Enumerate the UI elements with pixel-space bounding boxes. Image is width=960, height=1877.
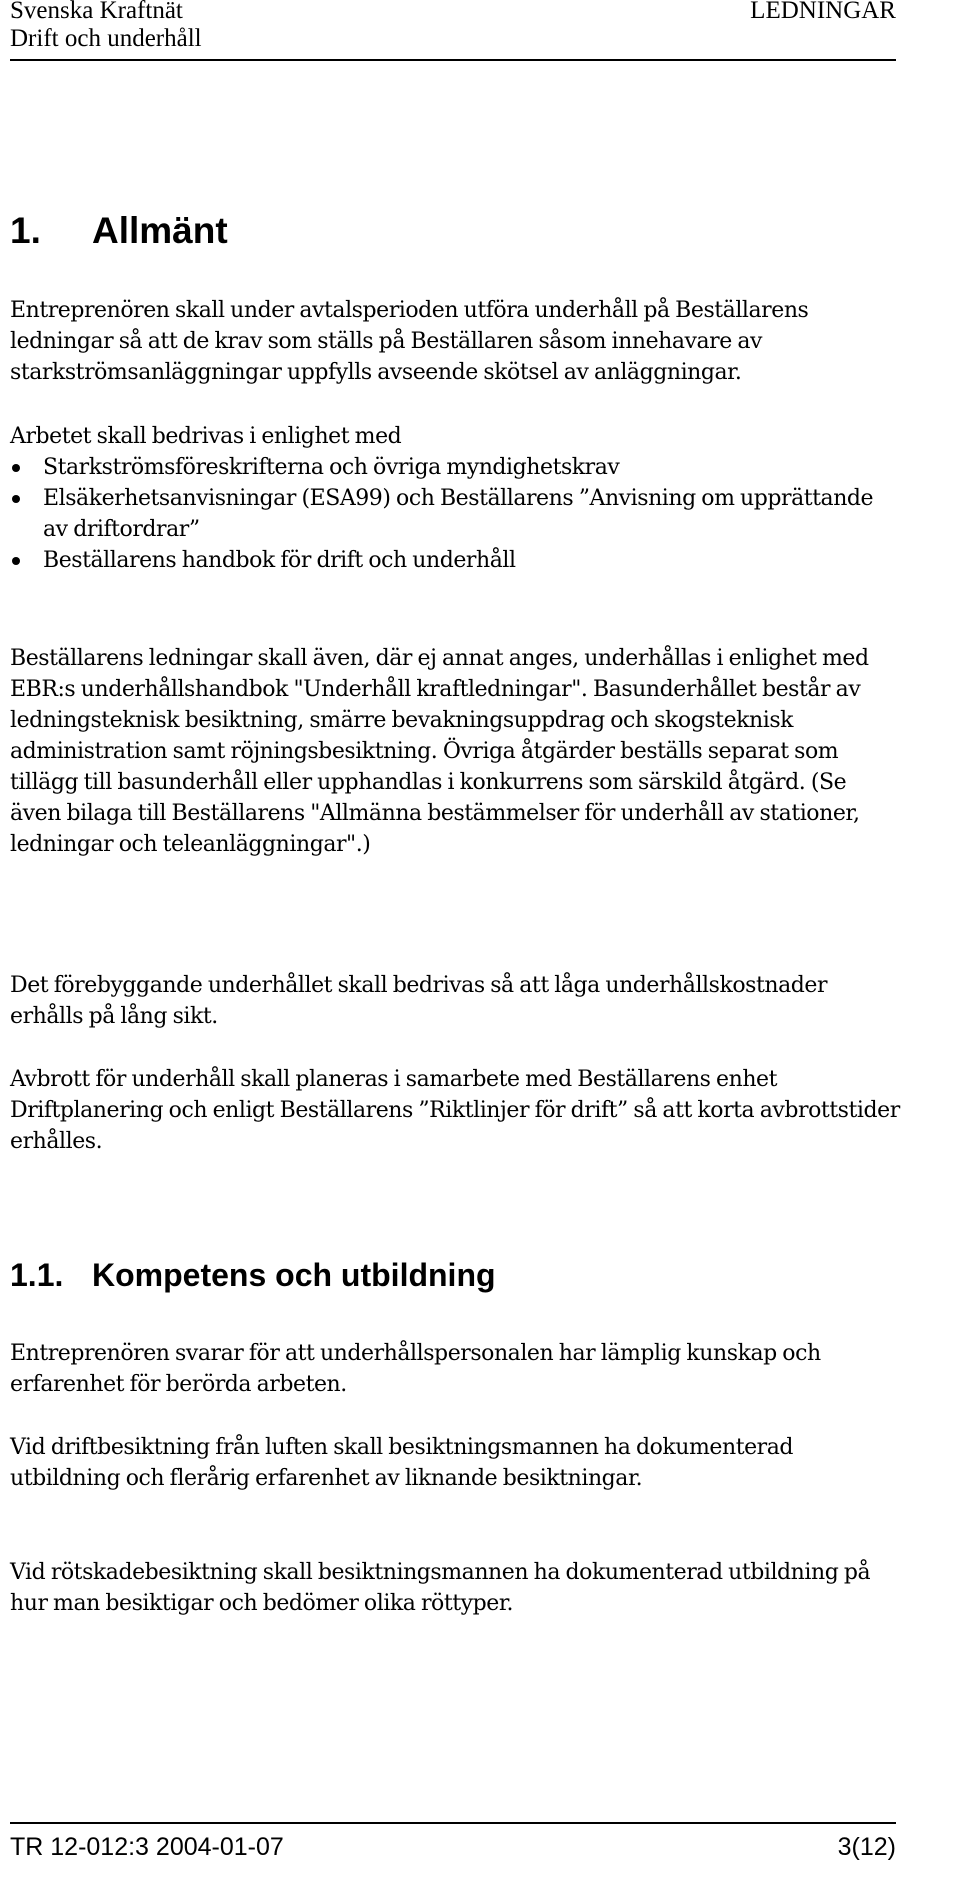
list-item-text: Beställarens handbok för drift och underhåll <box>43 548 516 573</box>
page-header <box>10 2 896 61</box>
requirements-list <box>10 452 900 576</box>
section-1-1-title: Kompetens och utbildning <box>92 1257 496 1293</box>
list-item <box>10 545 900 576</box>
section-1-paragraph-5: Avbrott för underhåll skall planeras i samarbete med Beställarens enhet Driftplanering och enligt Beställarens ”Riktlinjer för drift” så att korta avbrottstider erhålles. <box>10 1067 900 1154</box>
header-category: LEDNINGAR <box>750 0 896 24</box>
section-1-1-number: 1.1. <box>10 1257 64 1293</box>
section-1-paragraph-2: Arbetet skall bedrivas i enlighet med <box>10 424 402 449</box>
footer-doc-ref: TR 12-012:3 2004-01-07 <box>10 1833 284 1861</box>
list-item <box>10 452 900 483</box>
header-subtitle: Drift och underhåll <box>10 25 202 52</box>
list-item-text: Starkströmsföreskrifterna och övriga myndighetskrav <box>43 455 620 480</box>
section-1-number: 1. <box>10 210 41 251</box>
section-1-heading <box>10 210 228 252</box>
bullet-icon <box>12 464 20 472</box>
section-1-1-heading <box>10 1257 496 1294</box>
section-1-title: Allmänt <box>92 210 228 251</box>
bullet-icon <box>12 557 20 565</box>
footer-page-number: 3(12) <box>837 1833 896 1861</box>
section-1-paragraph-4: Det förebyggande underhållet skall bedrivas så att låga underhållskostnader erhålls på lång sikt. <box>10 973 828 1029</box>
section-1-1-paragraph-1: Entreprenören svarar för att underhållspersonalen har lämplig kunskap och erfarenhet för berörda arbeten. <box>10 1341 821 1397</box>
bullet-icon <box>12 495 20 503</box>
page-footer <box>10 1822 896 1861</box>
header-company: Svenska Kraftnät <box>10 0 183 24</box>
section-1-paragraph-1: Entreprenören skall under avtalsperioden utföra underhåll på Beställarens ledningar så att de krav som ställs på Beställaren såsom innehavare av starkströmsanläggningar uppfylls avseende skötsel av anläggningar. <box>10 298 809 385</box>
section-1-1-paragraph-2: Vid driftbesiktning från luften skall besiktningsmannen ha dokumenterad utbildning och flerårig erfarenhet av liknande besiktningar. <box>10 1435 794 1491</box>
list-item-text: Elsäkerhetsanvisningar (ESA99) och Beställarens ”Anvisning om upprättande av driftordrar” <box>43 486 874 542</box>
section-1-paragraph-3: Beställarens ledningar skall även, där ej annat anges, underhållas i enlighet med EBR:s underhållshandbok "Underhåll kraftledningar". Basunderhållet består av ledningsteknisk besiktning, smärre bevakningsuppdrag och skogsteknisk administration samt röjningsbesiktning. Övriga åtgärder beställs separat som tillägg till basunderhåll eller upphandlas i konkurrens som särskild åtgärd. (Se även bilaga till Beställarens "Allmänna bestämmelser för underhåll av stationer, ledningar och teleanläggningar".) <box>10 646 869 857</box>
section-1-1-paragraph-3: Vid rötskadebesiktning skall besiktningsmannen ha dokumenterad utbildning på hur man besiktigar och bedömer olika röttyper. <box>10 1560 871 1616</box>
list-item <box>10 483 900 545</box>
